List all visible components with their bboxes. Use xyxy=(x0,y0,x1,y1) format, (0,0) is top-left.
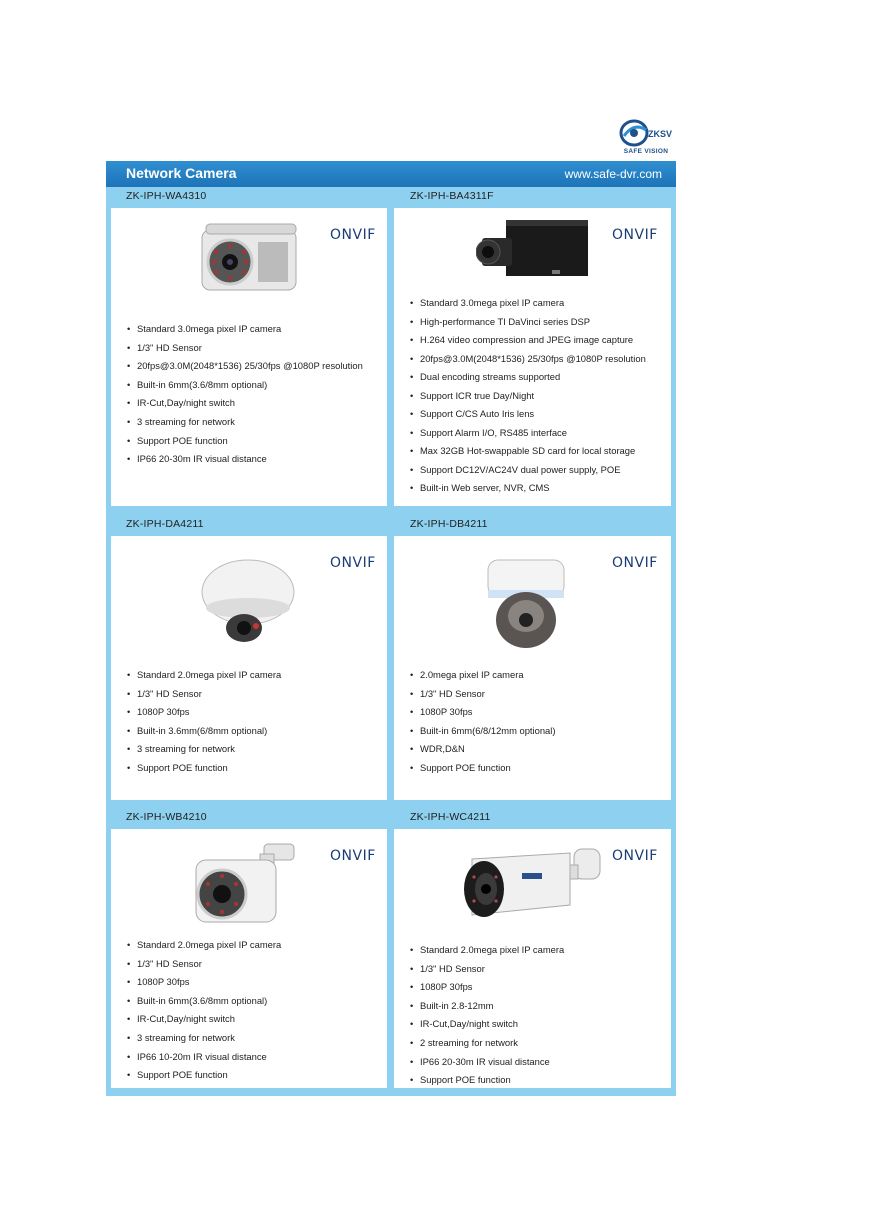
onvif-logo: ONVIF xyxy=(330,227,376,243)
feature-item: • Support POE function xyxy=(410,759,555,778)
feature-item: • 1/3" HD Sensor xyxy=(410,685,555,704)
model-label-5: ZK-IPH-WB4210 xyxy=(126,811,207,823)
feature-list-3 xyxy=(127,666,281,778)
feature-item: • Built-in 6mm(3.6/8mm optional) xyxy=(127,992,281,1011)
safe-vision-logo xyxy=(612,116,680,160)
logo-mark: ZKSV xyxy=(648,129,673,139)
feature-item: • 1080P 30fps xyxy=(127,973,281,992)
feature-item: • 20fps@3.0M(2048*1536) 25/30fps @1080P resolution xyxy=(410,350,646,369)
model-label-4: ZK-IPH-DB4211 xyxy=(410,518,488,530)
logo-text: SAFE VISION xyxy=(623,148,669,155)
feature-list-1 xyxy=(127,320,363,469)
feature-item: • Support DC12V/AC24V dual power supply, POE xyxy=(410,461,646,480)
feature-item: • Standard 2.0mega pixel IP camera xyxy=(410,941,564,960)
feature-item: • Support POE function xyxy=(127,759,281,778)
feature-item: • High-performance TI DaVinci series DSP xyxy=(410,313,646,332)
feature-item: • Support POE function xyxy=(127,1066,281,1085)
dome-camera-icon xyxy=(198,556,298,646)
feature-item: • IR-Cut,Day/night switch xyxy=(127,394,363,413)
feature-item: • 1080P 30fps xyxy=(410,978,564,997)
feature-item: • Built-in 3.6mm(6/8mm optional) xyxy=(127,722,281,741)
feature-item: • Standard 3.0mega pixel IP camera xyxy=(410,294,646,313)
feature-item: • Support POE function xyxy=(410,1071,564,1090)
feature-item: • IR-Cut,Day/night switch xyxy=(127,1010,281,1029)
onvif-logo: ONVIF xyxy=(612,848,658,864)
page-title: Network Camera xyxy=(126,165,237,181)
feature-item: • 20fps@3.0M(2048*1536) 25/30fps @1080P resolution xyxy=(127,357,363,376)
feature-list-5 xyxy=(127,936,281,1085)
feature-item: • 1/3" HD Sensor xyxy=(127,955,281,974)
feature-item: • 2.0mega pixel IP camera xyxy=(410,666,555,685)
feature-item: • Standard 2.0mega pixel IP camera xyxy=(127,666,281,685)
feature-item: • Standard 2.0mega pixel IP camera xyxy=(127,936,281,955)
feature-item: • WDR,D&N xyxy=(410,740,555,759)
bullet-camera-icon xyxy=(190,834,302,930)
feature-item: • IP66 20-30m IR visual distance xyxy=(410,1053,564,1072)
long-bullet-camera-icon xyxy=(458,843,604,927)
feature-list-4 xyxy=(410,666,555,778)
onvif-logo: ONVIF xyxy=(330,848,376,864)
header-bar xyxy=(106,161,676,187)
feature-item: • 1/3" HD Sensor xyxy=(127,685,281,704)
feature-item: • Support ICR true Day/Night xyxy=(410,387,646,406)
speed-dome-camera-icon xyxy=(484,556,568,652)
feature-item: • 1/3" HD Sensor xyxy=(127,339,363,358)
onvif-logo: ONVIF xyxy=(612,227,658,243)
feature-item: • 3 streaming for network xyxy=(127,1029,281,1048)
safe-vision-logo-icon xyxy=(612,116,680,150)
feature-item: • 1080P 30fps xyxy=(410,703,555,722)
feature-item: • 2 streaming for network xyxy=(410,1034,564,1053)
feature-item: • 1080P 30fps xyxy=(127,703,281,722)
feature-item: • Support POE function xyxy=(127,432,363,451)
model-label-6: ZK-IPH-WC4211 xyxy=(410,811,491,823)
feature-item: • Built-in 6mm(6/8/12mm optional) xyxy=(410,722,555,741)
onvif-logo: ONVIF xyxy=(612,555,658,571)
feature-item: • Standard 3.0mega pixel IP camera xyxy=(127,320,363,339)
feature-item: • Support C/CS Auto Iris lens xyxy=(410,405,646,424)
feature-item: • 1/3" HD Sensor xyxy=(410,960,564,979)
feature-item: • Max 32GB Hot-swappable SD card for local storage xyxy=(410,442,646,461)
feature-item: • IP66 20-30m IR visual distance xyxy=(127,450,363,469)
feature-item: • 3 streaming for network xyxy=(127,413,363,432)
feature-list-2 xyxy=(410,294,646,498)
feature-item: • 3 streaming for network xyxy=(127,740,281,759)
feature-list-6 xyxy=(410,941,564,1090)
feature-item: • Built-in 6mm(3.6/8mm optional) xyxy=(127,376,363,395)
feature-item: • IP66 10-20m IR visual distance xyxy=(127,1048,281,1067)
model-label-3: ZK-IPH-DA4211 xyxy=(126,518,204,530)
website-url: www.safe-dvr.com xyxy=(564,167,662,181)
model-label-2: ZK-IPH-BA4311F xyxy=(410,190,494,202)
feature-item: • Dual encoding streams supported xyxy=(410,368,646,387)
feature-item: • Support Alarm I/O, RS485 interface xyxy=(410,424,646,443)
feature-item: • H.264 video compression and JPEG image capture xyxy=(410,331,646,350)
feature-item: • Built-in Web server, NVR, CMS xyxy=(410,479,646,498)
model-label-1: ZK-IPH-WA4310 xyxy=(126,190,207,202)
feature-item: • IR-Cut,Day/night switch xyxy=(410,1015,564,1034)
box-camera-icon xyxy=(476,212,592,282)
onvif-logo: ONVIF xyxy=(330,555,376,571)
bullet-camera-icon xyxy=(196,218,300,300)
feature-item: • Built-in 2.8-12mm xyxy=(410,997,564,1016)
